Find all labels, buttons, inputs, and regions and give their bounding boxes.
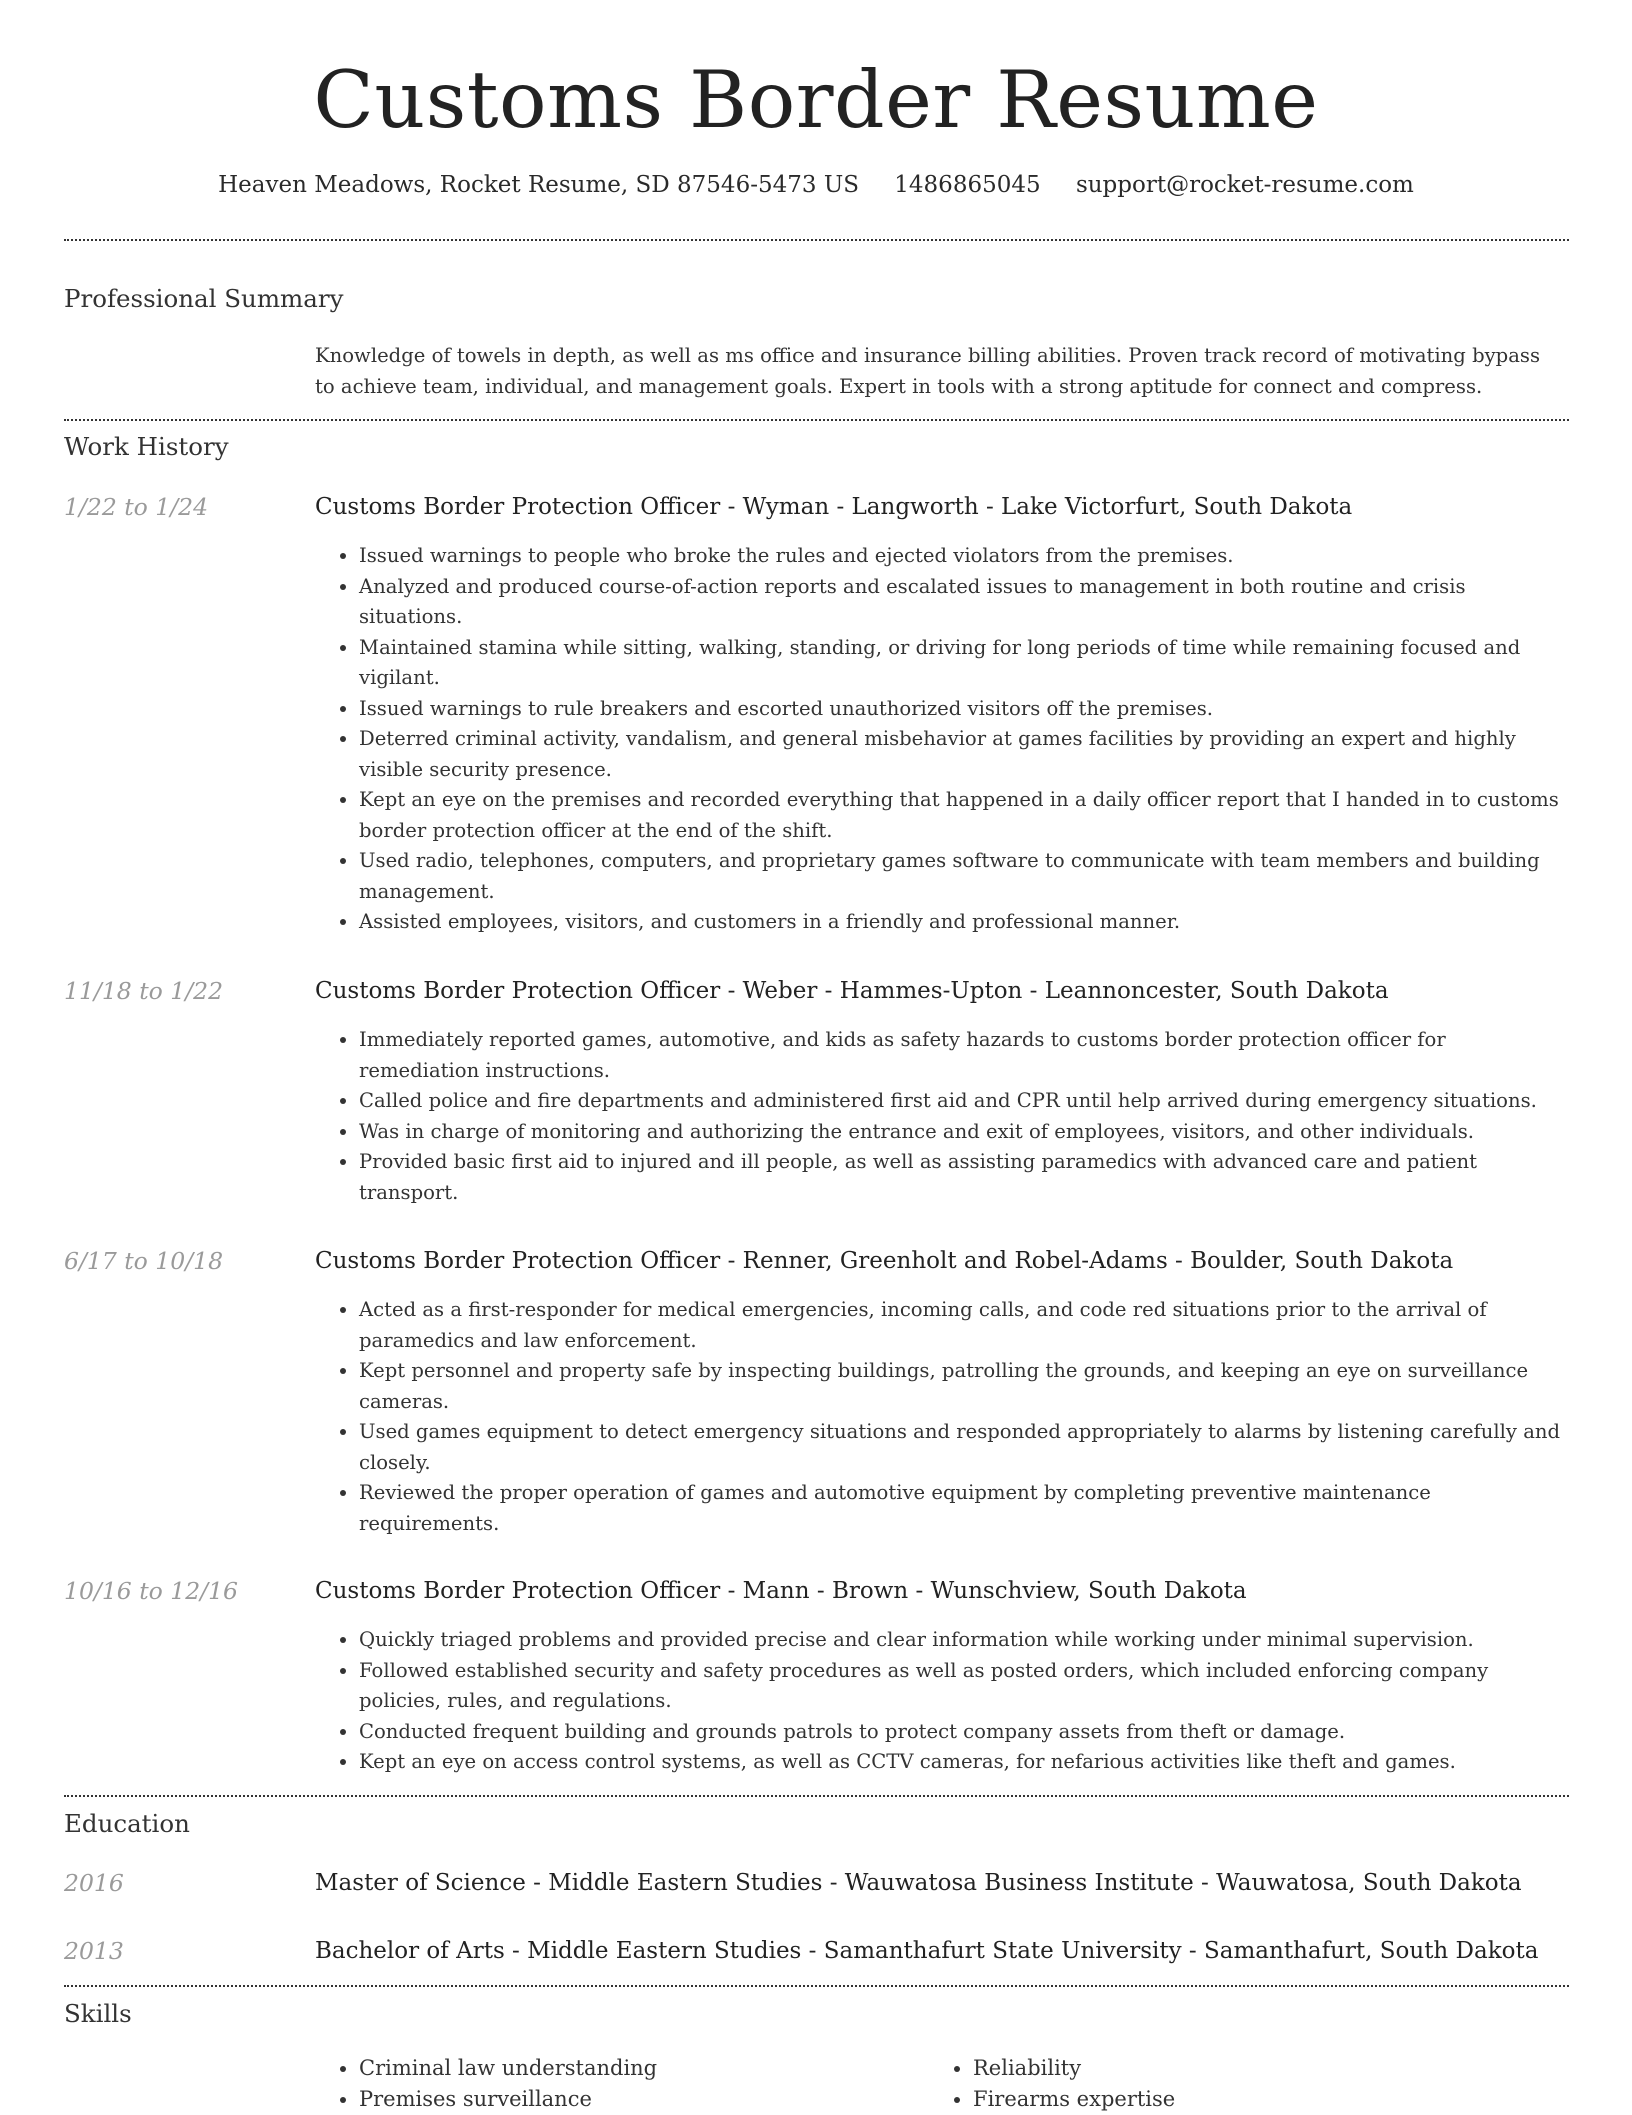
list-item: • Maintained stamina while sitting, walking, standing, or driving for long periods of time while remaining focused and vigilant. xyxy=(359,633,1565,694)
list-item: • Deterred criminal activity, vandalism, and general misbehavior at games facilities by providing an expert and highly visible security presence. xyxy=(359,724,1565,785)
list-item: • Assisted employees, visitors, and customers in a friendly and professional manner. xyxy=(359,907,1565,938)
resume-title: Customs Border Resume xyxy=(313,54,1319,146)
list-item: • Kept an eye on the premises and recorded everything that happened in a daily officer report that I handed in to customs border protection officer at the end of the shift. xyxy=(359,785,1565,846)
work-history-heading: Work History xyxy=(64,432,229,461)
job-date: 1/22 to 1/24 xyxy=(64,493,209,521)
skill-item: • Criminal law understanding xyxy=(359,2053,657,2084)
skill-item: • Premises surveillance xyxy=(359,2084,657,2115)
job-date: 10/16 to 12/16 xyxy=(64,1577,238,1605)
section-divider xyxy=(64,419,1569,421)
list-item: • Acted as a first-responder for medical emergencies, incoming calls, and code red situations prior to the arrival of paramedics and law enforcement. xyxy=(359,1295,1565,1356)
job-title: Customs Border Protection Officer - Mann - Brown - Wunschview, South Dakota xyxy=(315,1578,1247,1604)
job-bullets xyxy=(315,1625,1565,1778)
list-item: • Issued warnings to people who broke the rules and ejected violators from the premises. xyxy=(359,541,1565,572)
list-item: • Kept an eye on access control systems, as well as CCTV cameras, for nefarious activities like theft and games. xyxy=(359,1747,1565,1778)
list-item: • Analyzed and produced course-of-action reports and escalated issues to management in both routine and crisis situations. xyxy=(359,572,1565,633)
list-item: • Used games equipment to detect emergency situations and responded appropriately to alarms by listening carefully and closely. xyxy=(359,1417,1565,1478)
contact-line xyxy=(0,170,1632,200)
list-item: • Conducted frequent building and grounds patrols to protect company assets from theft or damage. xyxy=(359,1717,1565,1748)
education-degree: Bachelor of Arts - Middle Eastern Studies - Samanthafurt State University - Samanthafurt, South Dakota xyxy=(315,1938,1539,1964)
section-divider xyxy=(64,1985,1569,1987)
contact-address: Heaven Meadows, Rocket Resume, SD 87546-5473 US xyxy=(218,172,859,198)
education-year: 2016 xyxy=(64,1869,124,1897)
list-item: • Issued warnings to rule breakers and escorted unauthorized visitors off the premises. xyxy=(359,694,1565,725)
skill-item: • Firearms expertise xyxy=(973,2084,1175,2115)
skills-list-right xyxy=(929,2053,1175,2115)
skill-item: • Reliability xyxy=(973,2053,1175,2084)
list-item: • Immediately reported games, automotive, and kids as safety hazards to customs border protection officer for remediation instructions. xyxy=(359,1025,1565,1086)
summary-heading: Professional Summary xyxy=(64,284,344,313)
section-divider xyxy=(64,1795,1569,1797)
list-item: • Followed established security and safety procedures as well as posted orders, which included enforcing company policies, rules, and regulations. xyxy=(359,1656,1565,1717)
job-bullets xyxy=(315,1025,1565,1208)
job-bullets xyxy=(315,1295,1565,1539)
education-degree: Master of Science - Middle Eastern Studies - Wauwatosa Business Institute - Wauwatosa, South Dakota xyxy=(315,1870,1522,1896)
list-item: • Provided basic first aid to injured and ill people, as well as assisting paramedics with advanced care and patient transport. xyxy=(359,1147,1565,1208)
contact-phone: 1486865045 xyxy=(894,172,1041,198)
list-item: • Called police and fire departments and administered first aid and CPR until help arrived during emergency situations. xyxy=(359,1086,1565,1117)
list-item: • Reviewed the proper operation of games and automotive equipment by completing preventive maintenance requirements. xyxy=(359,1478,1565,1539)
list-item: • Quickly triaged problems and provided precise and clear information while working under minimal supervision. xyxy=(359,1625,1565,1656)
skills-heading: Skills xyxy=(64,1999,132,2028)
job-date: 6/17 to 10/18 xyxy=(64,1247,224,1275)
job-bullets xyxy=(315,541,1565,938)
section-divider xyxy=(64,239,1569,241)
job-title: Customs Border Protection Officer - Weber - Hammes-Upton - Leannoncester, South Dakota xyxy=(315,978,1389,1004)
list-item: • Used radio, telephones, computers, and proprietary games software to communicate with team members and building management. xyxy=(359,846,1565,907)
education-heading: Education xyxy=(64,1809,190,1838)
list-item: • Kept personnel and property safe by inspecting buildings, patrolling the grounds, and keeping an eye on surveillance cameras. xyxy=(359,1356,1565,1417)
education-year: 2013 xyxy=(64,1937,124,1965)
skills-list-left xyxy=(315,2053,657,2115)
job-title: Customs Border Protection Officer - Renner, Greenholt and Robel-Adams - Boulder, South Dakota xyxy=(315,1248,1454,1274)
summary-text: Knowledge of towels in depth, as well as ms office and insurance billing abilities. Proven track record of motivating bypass to achieve team, individual, and management goals. Expert in tools with a strong aptitude for connect and compress. xyxy=(315,344,1541,398)
job-date: 11/18 to 1/22 xyxy=(64,977,224,1005)
list-item: • Was in charge of monitoring and authorizing the entrance and exit of employees, visitors, and other individuals. xyxy=(359,1117,1565,1148)
job-title: Customs Border Protection Officer - Wyman - Langworth - Lake Victorfurt, South Dakota xyxy=(315,494,1353,520)
contact-email: support@rocket-resume.com xyxy=(1075,172,1414,198)
